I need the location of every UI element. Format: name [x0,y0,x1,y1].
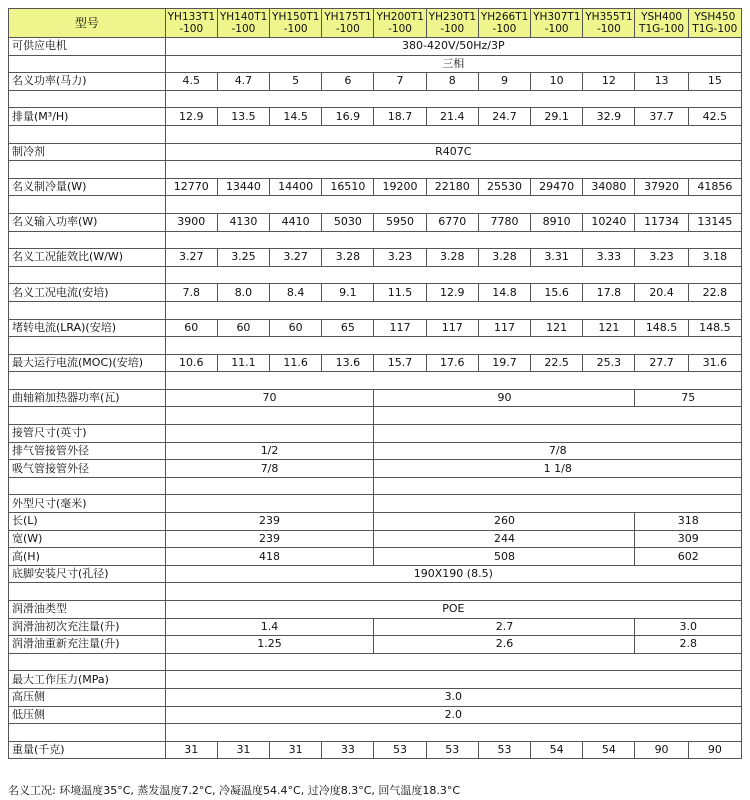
value-cell: 15.6 [531,284,583,302]
value-cell: 33 [322,741,374,759]
value-cell [165,671,741,689]
table-row [9,601,742,619]
value-cell: 12770 [165,178,217,196]
value-cell: 65 [322,319,374,337]
value-cell: 53 [426,741,478,759]
table-row [9,671,742,689]
model-header-cell [531,9,583,38]
row-label: 名义功率(马力) [9,73,166,91]
table-row [9,442,742,460]
value-cell: 9 [478,73,530,91]
table-row [9,354,742,372]
value-cell: 16510 [322,178,374,196]
table-row [9,583,742,601]
table-row [9,108,742,126]
value-cell [165,266,741,284]
value-cell: 2.0 [165,706,741,724]
value-cell: 4.7 [217,73,269,91]
row-label: 宽(W) [9,530,166,548]
value-cell: 239 [165,530,374,548]
table-row [9,407,742,425]
value-cell: 32.9 [583,108,635,126]
table-row [9,143,742,161]
value-cell: 24.7 [478,108,530,126]
table-row [9,266,742,284]
model-header-cell [688,9,741,38]
row-label: 最大工作压力(MPa) [9,671,166,689]
model-name-part: -100 [492,23,517,35]
value-cell [165,231,741,249]
table-row [9,196,742,214]
value-cell: 1.25 [165,636,374,654]
model-name-part: YH133T1 [167,11,216,23]
value-cell: 90 [688,741,741,759]
model-header-cell [374,9,426,38]
model-name-part: YH200T1 [376,11,424,23]
value-cell: 7/8 [374,442,742,460]
row-label: 名义输入功率(W) [9,213,166,231]
value-cell: 75 [635,389,742,407]
model-name-part: -100 [440,23,465,35]
model-name-part: YH150T1 [272,11,320,23]
row-label: 底脚安装尺寸(孔径) [9,565,166,583]
header-row [9,9,742,38]
value-cell [374,407,742,425]
value-cell: 13 [635,73,688,91]
table-row [9,477,742,495]
row-label: 最大运行电流(MOC)(安培) [9,354,166,372]
table-row [9,38,742,56]
footnote: 名义工况: 环境温度35°C, 蒸发温度7.2°C, 冷凝温度54.4°C, 过冷度8.3°C, 回气温度18.3°C [8,784,461,797]
table-row [9,301,742,319]
row-label: 重量(千克) [9,741,166,759]
table-row [9,565,742,583]
value-cell: 244 [374,530,635,548]
value-cell: 309 [635,530,742,548]
value-cell: 117 [374,319,426,337]
value-cell: 418 [165,548,374,566]
value-cell: R407C [165,143,741,161]
row-label: 名义工况能效比(W/W) [9,249,166,267]
table-row [9,319,742,337]
table-row [9,178,742,196]
row-label: 高压侧 [9,688,166,706]
value-cell [374,495,742,513]
value-cell: 12.9 [165,108,217,126]
table-row [9,161,742,179]
value-cell: 8.0 [217,284,269,302]
value-cell: 2.8 [635,636,742,654]
model-header-title: 型号 [9,9,166,38]
row-label [9,161,166,179]
value-cell: 11734 [635,213,688,231]
value-cell [165,161,741,179]
row-label: 可供应电机 [9,38,166,56]
value-cell: 22.5 [531,354,583,372]
value-cell [165,724,741,742]
model-header-cell [478,9,530,38]
model-name-part: YH307T1 [533,11,581,23]
value-cell: 3.0 [635,618,742,636]
value-cell: 14.8 [478,284,530,302]
value-cell [165,477,374,495]
value-cell [165,495,374,513]
value-cell: 7.8 [165,284,217,302]
row-label: 低压侧 [9,706,166,724]
value-cell: 117 [478,319,530,337]
row-label [9,196,166,214]
value-cell: 121 [583,319,635,337]
value-cell: 6770 [426,213,478,231]
value-cell: 7 [374,73,426,91]
model-header-cell [217,9,269,38]
row-label: 曲轴箱加热器功率(瓦) [9,389,166,407]
value-cell [165,583,741,601]
value-cell: 11.6 [270,354,322,372]
value-cell: 4410 [270,213,322,231]
value-cell: 18.7 [374,108,426,126]
row-label [9,90,166,108]
row-label [9,724,166,742]
row-label [9,125,166,143]
model-name-part: YH175T1 [324,11,372,23]
table-row [9,90,742,108]
row-label: 吸气管接管外径 [9,460,166,478]
value-cell: 4.5 [165,73,217,91]
value-cell: 3.23 [374,249,426,267]
value-cell: 2.7 [374,618,635,636]
row-label: 润滑油初次充注量(升) [9,618,166,636]
value-cell: 5950 [374,213,426,231]
spec-table-body [9,9,742,759]
model-name-part: YSH450 [694,11,736,23]
row-label: 名义工况电流(安培) [9,284,166,302]
value-cell: 三相 [165,55,741,73]
value-cell: 12.9 [426,284,478,302]
value-cell: 25.3 [583,354,635,372]
value-cell [165,196,741,214]
value-cell: 1 1/8 [374,460,742,478]
value-cell: 17.8 [583,284,635,302]
value-cell: 13.5 [217,108,269,126]
value-cell [165,90,741,108]
value-cell: 260 [374,513,635,531]
value-cell: 3.25 [217,249,269,267]
row-label [9,407,166,425]
value-cell: 31 [165,741,217,759]
value-cell: 3.28 [478,249,530,267]
value-cell: 3.28 [322,249,374,267]
table-row [9,55,742,73]
value-cell: 14400 [270,178,322,196]
row-label: 排量(M³/H) [9,108,166,126]
value-cell: 13440 [217,178,269,196]
model-header-cell [270,9,322,38]
model-name-part: -100 [544,23,569,35]
value-cell: 4130 [217,213,269,231]
model-header-cell [165,9,217,38]
value-cell: 3.23 [635,249,688,267]
model-name-part: -100 [335,23,360,35]
table-row [9,724,742,742]
row-label: 制冷剂 [9,143,166,161]
value-cell: 31.6 [688,354,741,372]
value-cell: 508 [374,548,635,566]
row-label: 名义制冷量(W) [9,178,166,196]
value-cell: 380-420V/50Hz/3P [165,38,741,56]
table-row [9,284,742,302]
value-cell: 31 [270,741,322,759]
value-cell: 8910 [531,213,583,231]
value-cell: 190X190 (8.5) [165,565,741,583]
table-row [9,688,742,706]
table-row [9,618,742,636]
model-name-part: YH355T1 [585,11,633,23]
value-cell: 6 [322,73,374,91]
row-label [9,301,166,319]
value-cell [165,337,741,355]
value-cell: 54 [583,741,635,759]
table-row [9,495,742,513]
row-label [9,55,166,73]
value-cell: 8.4 [270,284,322,302]
row-label [9,231,166,249]
value-cell [374,425,742,443]
value-cell: 2.6 [374,636,635,654]
row-label [9,477,166,495]
value-cell: 1/2 [165,442,374,460]
value-cell: 54 [531,741,583,759]
model-name-part: YH140T1 [219,11,268,23]
value-cell: 34080 [583,178,635,196]
value-cell: 14.5 [270,108,322,126]
value-cell: 37920 [635,178,688,196]
value-cell [165,653,741,671]
row-label: 外型尺寸(毫米) [9,495,166,513]
table-row [9,337,742,355]
table-row [9,73,742,91]
value-cell: 15 [688,73,741,91]
model-name-part: -100 [283,23,308,35]
value-cell: 3.28 [426,249,478,267]
row-label [9,266,166,284]
model-header-cell [583,9,635,38]
value-cell: 90 [635,741,688,759]
value-cell: 7/8 [165,460,374,478]
row-label [9,583,166,601]
value-cell: POE [165,601,741,619]
value-cell: 3.33 [583,249,635,267]
value-cell: 12 [583,73,635,91]
value-cell: 10.6 [165,354,217,372]
model-name-part: -100 [596,23,621,35]
value-cell: 3900 [165,213,217,231]
value-cell: 53 [374,741,426,759]
value-cell: 3.31 [531,249,583,267]
table-row [9,530,742,548]
model-name-part: -100 [231,23,256,35]
value-cell [165,407,374,425]
model-name-part: YH266T1 [480,11,529,23]
table-row [9,513,742,531]
row-label: 长(L) [9,513,166,531]
value-cell: 29.1 [531,108,583,126]
value-cell [165,301,741,319]
model-name-part: -100 [179,23,204,35]
row-label: 高(H) [9,548,166,566]
value-cell [165,372,741,390]
value-cell: 20.4 [635,284,688,302]
model-header-cell [635,9,688,38]
table-row [9,741,742,759]
value-cell: 27.7 [635,354,688,372]
row-label [9,653,166,671]
value-cell: 22.8 [688,284,741,302]
value-cell: 19.7 [478,354,530,372]
row-label [9,372,166,390]
row-label: 润滑油类型 [9,601,166,619]
value-cell: 10 [531,73,583,91]
value-cell: 3.18 [688,249,741,267]
value-cell: 13.6 [322,354,374,372]
model-name-part: YSH400 [641,11,683,23]
value-cell: 29470 [531,178,583,196]
value-cell: 13145 [688,213,741,231]
value-cell [165,125,741,143]
value-cell: 117 [426,319,478,337]
model-name-part: YH230T1 [428,11,477,23]
value-cell: 602 [635,548,742,566]
row-label: 润滑油重新充注量(升) [9,636,166,654]
value-cell: 121 [531,319,583,337]
value-cell: 11.1 [217,354,269,372]
value-cell: 25530 [478,178,530,196]
value-cell: 10240 [583,213,635,231]
table-row [9,548,742,566]
value-cell: 239 [165,513,374,531]
value-cell [374,477,742,495]
table-row [9,389,742,407]
value-cell: 16.9 [322,108,374,126]
value-cell: 42.5 [688,108,741,126]
value-cell: 37.7 [635,108,688,126]
value-cell: 3.27 [270,249,322,267]
row-label: 接管尺寸(英寸) [9,425,166,443]
model-header-cell [426,9,478,38]
value-cell: 21.4 [426,108,478,126]
value-cell: 5030 [322,213,374,231]
table-row [9,653,742,671]
value-cell: 5 [270,73,322,91]
value-cell: 11.5 [374,284,426,302]
row-label [9,337,166,355]
value-cell [165,425,374,443]
value-cell: 148.5 [688,319,741,337]
value-cell: 15.7 [374,354,426,372]
value-cell: 3.27 [165,249,217,267]
table-row [9,231,742,249]
value-cell: 22180 [426,178,478,196]
value-cell: 1.4 [165,618,374,636]
value-cell: 60 [217,319,269,337]
table-row [9,425,742,443]
value-cell: 9.1 [322,284,374,302]
table-row [9,249,742,267]
model-name-part: T1G-100 [692,23,738,35]
value-cell: 60 [270,319,322,337]
value-cell: 41856 [688,178,741,196]
table-row [9,460,742,478]
value-cell: 7780 [478,213,530,231]
value-cell: 70 [165,389,374,407]
value-cell: 90 [374,389,635,407]
table-row [9,636,742,654]
row-label: 堵转电流(LRA)(安培) [9,319,166,337]
value-cell: 3.0 [165,688,741,706]
value-cell: 19200 [374,178,426,196]
table-row [9,213,742,231]
spec-table [8,8,742,759]
model-name-part: T1G-100 [639,23,685,35]
table-row [9,372,742,390]
value-cell: 318 [635,513,742,531]
value-cell: 17.6 [426,354,478,372]
model-name-part: -100 [388,23,412,35]
model-header-cell [322,9,374,38]
value-cell: 148.5 [635,319,688,337]
value-cell: 31 [217,741,269,759]
value-cell: 8 [426,73,478,91]
value-cell: 60 [165,319,217,337]
table-row [9,706,742,724]
value-cell: 53 [478,741,530,759]
table-row [9,125,742,143]
row-label: 排气管接管外径 [9,442,166,460]
